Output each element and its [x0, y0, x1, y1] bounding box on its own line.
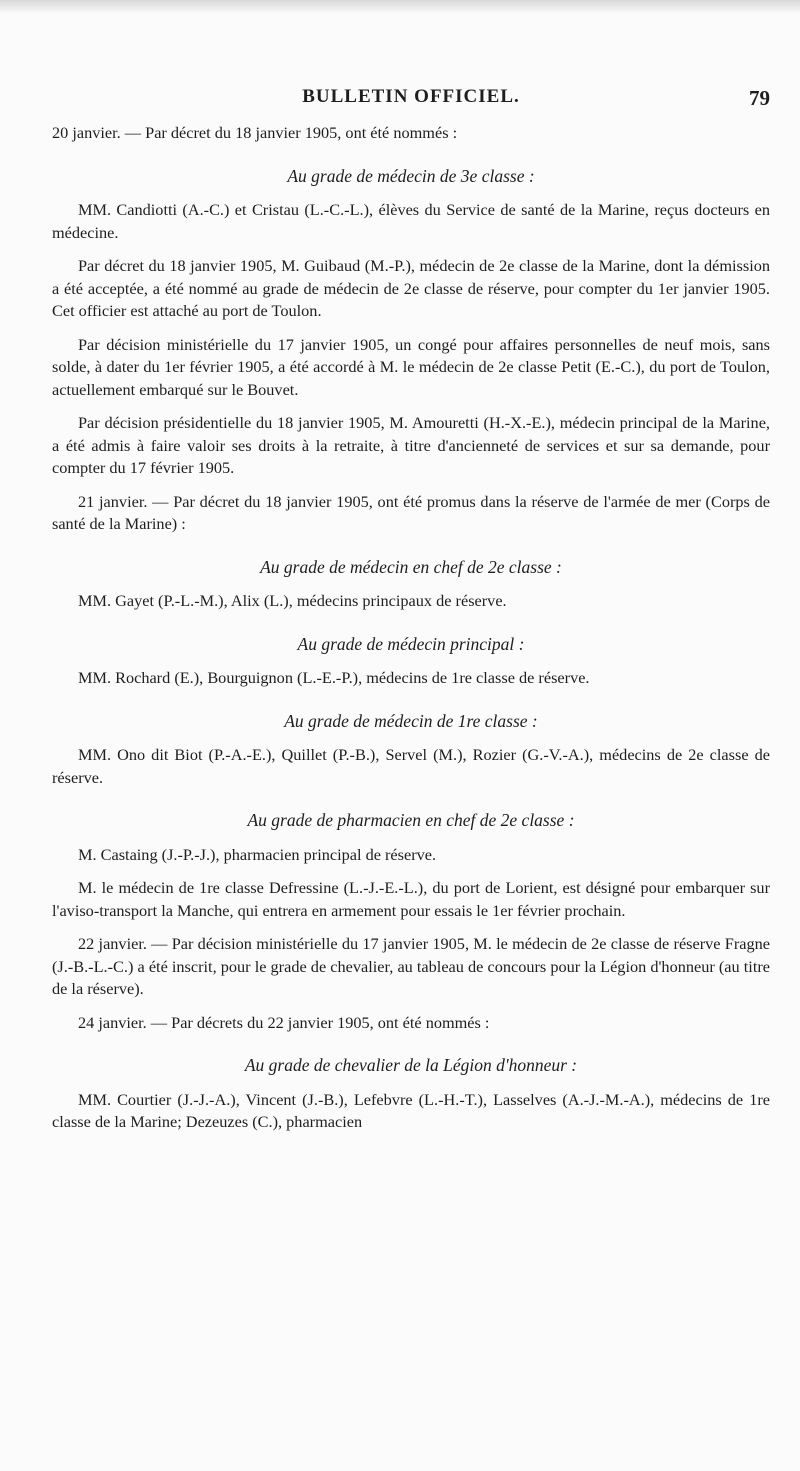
- section-heading-pharmacien-en-chef: Au grade de pharmacien en chef de 2e classe :: [247, 810, 575, 830]
- paragraph-guibaud: Par décret du 18 janvier 1905, M. Guibaud (M.-P.), médecin de 2e classe de la Marine, dont la démission a été acceptée, a été nommé au grade de médecin de 2e classe de réserve, pour compter du 1er janvier 1905. Cet officier est attaché au port de Toulon.: [52, 256, 770, 320]
- page-number: 79: [749, 86, 770, 110]
- paragraph-21-janvier: 21 janvier. — Par décret du 18 janvier 1905, ont été promus dans la réserve de l'armée de mer (Corps de santé de la Marine) :: [52, 491, 770, 533]
- section-heading-medecin-principal: Au grade de médecin principal :: [297, 633, 525, 654]
- section-heading-medecin-3e-classe: Au grade de médecin de 3e classe :: [287, 165, 535, 186]
- section-heading-medecin-1re-classe: Au grade de médecin de 1re classe :: [284, 710, 538, 731]
- paragraph-22-janvier: 22 janvier. — Par décision ministérielle du 17 janvier 1905, M. le médecin de 2e classe de réserve Fragne (J.-B.-L.-C.) a été inscrit, pour le grade de chevalier, au tableau de concours pour la Légion d'honneur (au titre de la réserve).: [52, 934, 770, 998]
- paragraph-courtier-vincent: MM. Courtier (J.-J.-A.), Vincent (J.-B.), Lefebvre (L.-H.-T.), Lasselves (A.-J.-M.-A.), médecins de 1re classe de la Marine; Dezeuzes (C.), pharmacien: [52, 1089, 770, 1131]
- paragraph-castaing: M. Castaing (J.-P.-J.), pharmacien principal de réserve.: [78, 844, 437, 864]
- paragraph-defressine: M. le médecin de 1re classe Defressine (L.-J.-E.-L.), du port de Lorient, est désigné pour embarquer sur l'aviso-transport la Manche, qui entrera en armement pour essais le 1er février prochain.: [52, 878, 770, 920]
- paragraph-gayet-alix: MM. Gayet (P.-L.-M.), Alix (L.), médecins principaux de réserve.: [78, 591, 507, 610]
- page-top-edge: [0, 0, 800, 14]
- header-title: BULLETIN OFFICIEL.: [302, 86, 520, 107]
- page-header: [52, 86, 770, 116]
- paragraph-rochard-bourguignon: MM. Rochard (E.), Bourguignon (L.-E.-P.), médecins de 1re classe de réserve.: [78, 668, 590, 687]
- paragraph-ono-biot: MM. Ono dit Biot (P.-A.-E.), Quillet (P.-B.), Servel (M.), Rozier (G.-V.-A.), médecins de 2e classe de réserve.: [52, 745, 770, 787]
- paragraph-nominations-eleves: MM. Candiotti (A.-C.) et Cristau (L.-C.-L.), élèves du Service de santé de la Marine, reçus docteurs en médecine.: [52, 200, 770, 242]
- paragraph-amouretti: Par décision présidentielle du 18 janvier 1905, M. Amouretti (H.-X.-E.), médecin principal de la Marine, a été admis à faire valoir ses droits à la retraite, à titre d'ancienneté de services et sur sa demande, pour compter du 17 février 1905.: [52, 413, 770, 477]
- paragraph-24-janvier: 24 janvier. — Par décrets du 22 janvier 1905, ont été nommés :: [78, 1012, 490, 1032]
- document-body: [52, 122, 770, 1145]
- section-heading-chevalier-legion: Au grade de chevalier de la Légion d'honneur :: [244, 1055, 578, 1075]
- paragraph-conge-petit: Par décision ministérielle du 17 janvier 1905, un congé pour affaires personnelles de neuf mois, sans solde, à dater du 1er février 1905, a été accordé à M. le médecin de 2e classe Petit (E.-C.), du port de Toulon, actuellement embarqué sur le Bouvet.: [52, 334, 770, 399]
- paragraph-20-janvier: 20 janvier. — Par décret du 18 janvier 1905, ont été nommés :: [52, 123, 458, 142]
- section-heading-medecin-en-chef: Au grade de médecin en chef de 2e classe :: [260, 556, 562, 577]
